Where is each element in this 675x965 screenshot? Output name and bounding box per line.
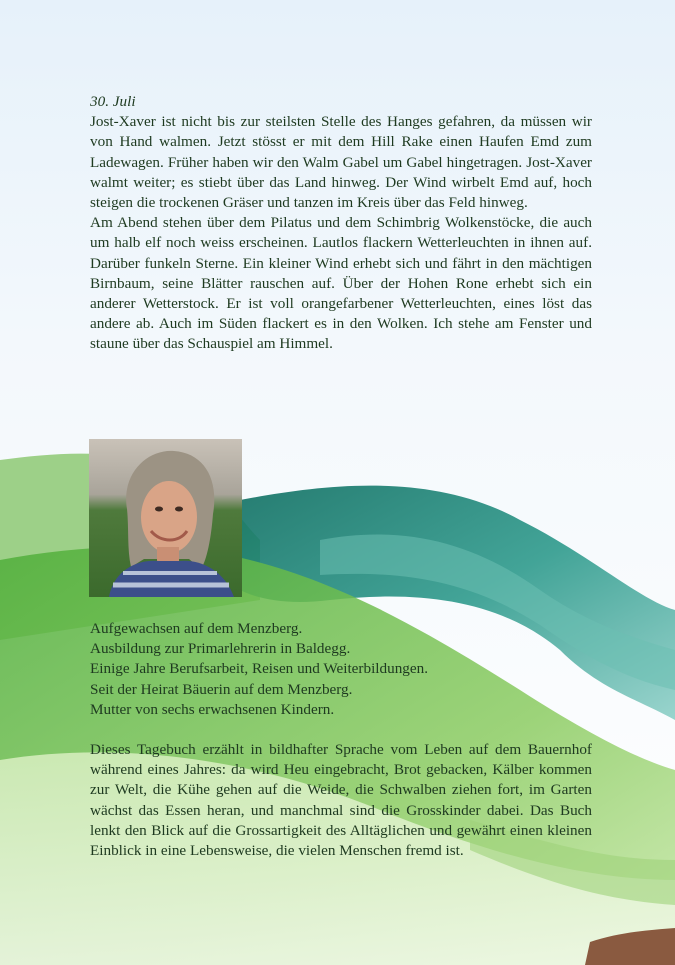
bio-line: Seit der Heirat Bäuerin auf dem Menzberg. [90, 680, 353, 698]
bio-line: Ausbildung zur Primarlehrerin in Baldegg. [90, 640, 351, 658]
diary-entry [90, 92, 592, 355]
bio-line: Mutter von sechs erwachsenen Kindern. [90, 700, 335, 718]
entry-date: 30. Juli [90, 93, 136, 110]
diary-paragraph-1: Jost-Xaver ist nicht bis zur steilsten Stelle des Hanges gefahren, da müssen wir von Hand walmen. Jetzt stösst er mit dem Hill Rake einen Haufen Emd zum Ladewagen. Früher haben wir den Walm Gabel um Gabel hingetragen. Jost-Xaver walmt weiter; es stiebt über das Land hinweg. Der Wind wirbelt Emd auf, hoch steigen die trockenen Gräser und tanzen im Kreis über das Feld hinweg. [90, 113, 592, 212]
bio-line: Aufgewachsen auf dem Menzberg. [90, 620, 303, 637]
bio-line: Einige Jahre Berufsarbeit, Reisen und Weiterbildungen. [90, 660, 429, 678]
diary-paragraph-2: Am Abend stehen über dem Pilatus und dem Schimbrig Wolkenstöcke, die auch um halb elf noch weiss erscheinen. Lautlos flackern Wetterleuchten in ihnen auf. Darüber funkeln Sterne. Ein kleiner Wind erhebt sich und fährt in den mächtigen Birnbaum, seine Blätter rauschen auf. Über der Hohen Rone erhebt sich ein anderer Wetterstock. Er ist voll orangefarbener Wetterleuchten, eines löst das andere ab. Auch im Süden flackert es in den Wolken. Ich stehe am Fenster und staune über das Schauspiel am Himmel. [90, 214, 592, 353]
author-photo [89, 439, 242, 597]
blurb-paragraph: Dieses Tagebuch erzählt in bildhafter Sprache vom Leben auf dem Bauernhof während eines Jahres: da wird Heu eingebracht, Brot gebacken, Kälber kommen zur Welt, die Kühe gehen auf die Weide, die Schwalben ziehen fort, im Garten wächst das Essen heran, und manchmal sind die Grosskinder dabei. Das Buch lenkt den Blick auf die Grossartigkeit des Alltäglichen und gewährt einen kleinen Einblick in eine Lebensweise, die vielen Menschen fremd ist. [90, 741, 592, 860]
author-bio [90, 619, 592, 720]
book-description [90, 740, 592, 861]
